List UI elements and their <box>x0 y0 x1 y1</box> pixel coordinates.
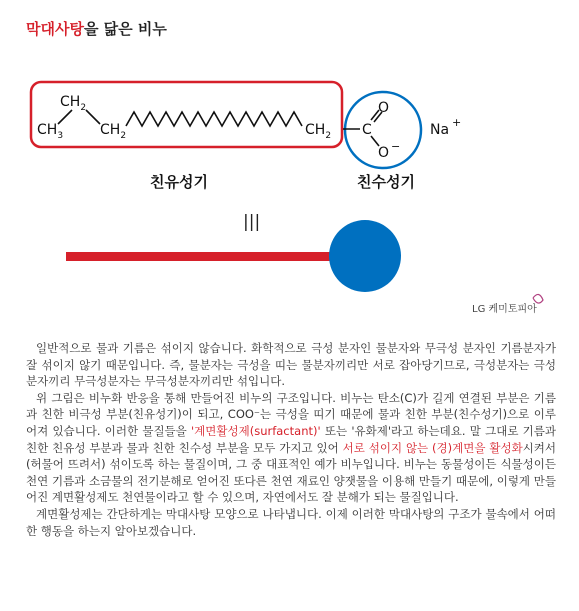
ch3-label: $CH_3$ <box>37 122 64 141</box>
lollipop-head <box>329 220 401 292</box>
surfactant-highlight: '계면활성제(surfactant)' <box>191 423 321 438</box>
title-rest: 을 닮은 비누 <box>83 20 167 38</box>
svg-text:LG 케미토피아: LG 케미토피아 <box>472 304 537 315</box>
oxygen-top-label: O <box>378 100 390 116</box>
paragraph-1: 일반적으로 물과 기름은 섞이지 않습니다. 화학적으로 극성 분자인 물분자와 무극성 분자인 기름분자가 잘 섞이지 않기 때문입니다. 즉, 물분자는 극성을 띠는 물분자끼리만 서로 잡아당기므로, 극성분자는 극성분자끼리 무극성분자는 무극성분자끼리만 섞입니다. <box>26 341 556 389</box>
equivalence-symbol: ||| <box>243 212 261 232</box>
carbon-label: C <box>362 122 372 138</box>
oxygen-bottom-label: O <box>378 145 390 161</box>
paragraph-3: 계면활성제는 간단하게는 막대사탕 모양으로 나타냅니다. 이제 이러한 막대사탕의 구조가 물속에서 어떠한 행동을 하는지 알아보겠습니다. <box>26 506 556 538</box>
hydrophobic-label: 친유성기 <box>150 173 208 191</box>
ch2-right-label: $CH_2$ <box>305 122 332 141</box>
body-text <box>26 340 556 539</box>
sodium-label: Na <box>430 122 450 138</box>
ch2-mid-label: $CH_2$ <box>100 122 127 141</box>
title-accent: 막대사탕 <box>26 20 84 38</box>
hydrophilic-label: 친수성기 <box>357 173 415 191</box>
lg-chemitopia-logo <box>472 294 543 315</box>
minus-sign: − <box>391 140 401 153</box>
ch2-top-label: $CH_2$ <box>60 94 87 113</box>
paragraph-2: 위 그림은 비누화 반응을 통해 만들어진 비누의 구조입니다. 비누는 탄소(C)가 길게 연결된 부분은 기름과 친한 비극성 부분(친유성기)이 되고, COO⁻는 극성을 띠기 때문에 물과 친한 부분(친수성기)으로 이루어져 있습니다. 이러한 물질들을 '계면활성제(surfactant)' 또는 '유화제'라고 하는데요. 말 그대로 기름과 친한 친유성 부분과 물과 친한 친수성 부분을 모두 가지고 있어 서로 섞이지 않는 (경)계면을 활성화시켜서 (허물어 뜨려서) 섞이도록 하는 물질이며, 그 중 대표적인 예가 비누입니다. 비누는 동물성이든 식물성이든 천연 기름과 소금물의 전기분해로 얻어진 또다른 천연 재료인 양잿물을 이용해 만들기 때문에, 이렇게 만들어진 계면활성제도 천연물이라고 할 수 있으며, 자연에서도 잘 분해가 되는 물질입니다. <box>26 390 557 505</box>
plus-sign: + <box>452 116 462 129</box>
soap-structure-diagram <box>0 60 579 335</box>
page-title <box>26 18 167 39</box>
lollipop-stick <box>66 252 348 261</box>
interface-highlight: 서로 섞이지 않는 (경)계면을 활성화 <box>342 440 523 455</box>
